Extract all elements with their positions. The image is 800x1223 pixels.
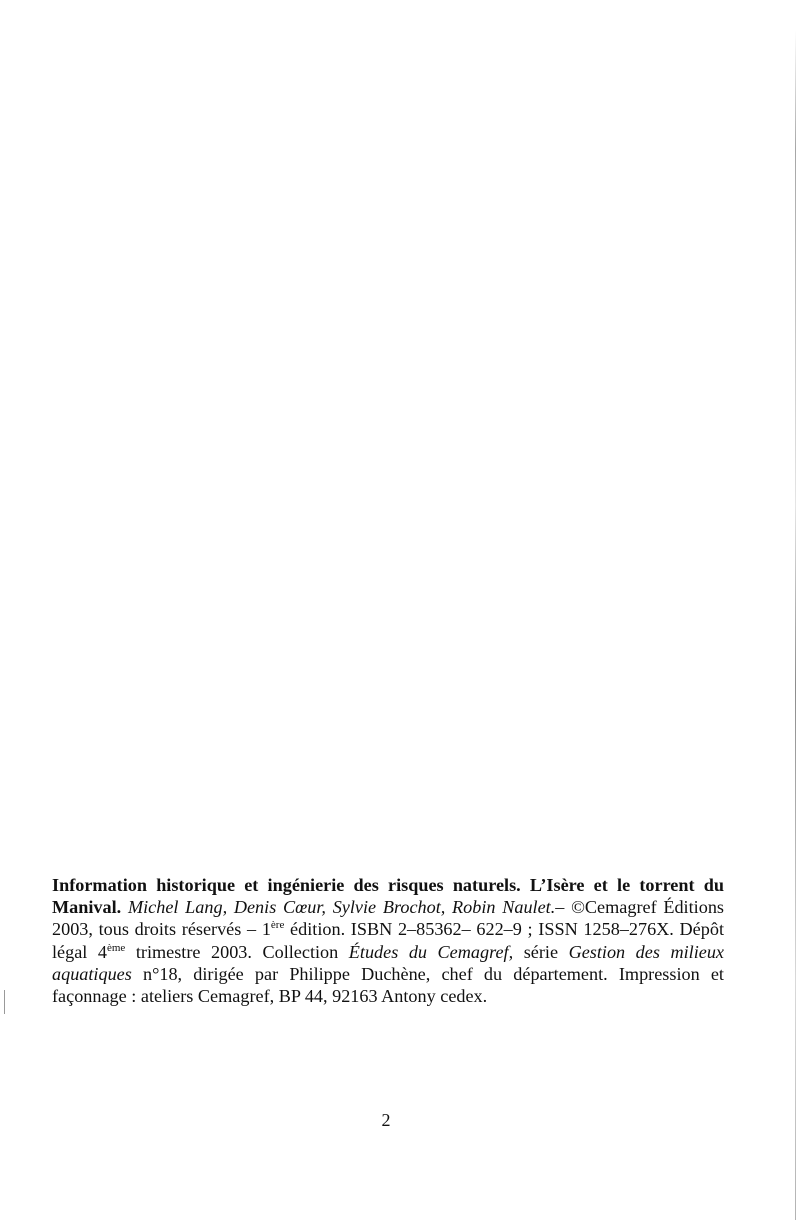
series-details: n°18, dirigée par Philippe Duchène, chef du département. Impression et façonnage : ateliers Cemagref, BP 44, 92163 Antony cedex. [52,963,724,1007]
series-name: Gestion des milieux aquatiques [52,941,724,984]
quarter-superscript: ème [106,941,126,954]
copyright-text: – ©Cemagref Éditions 2003, tous droits réservés – 1 [52,897,724,940]
collection-name: Études du Cemagref, [348,941,514,962]
collection-text: trimestre 2003. Collection [125,941,349,962]
authors: Michel Lang, Denis Cœur, Sylvie Brochot, Robin Naulet. [127,897,556,918]
page-number: 2 [381,1110,391,1130]
isbn-text: édition. ISBN 2–85362– 622–9 ; ISSN 1258–276X. Dépôt légal 4 [52,919,724,962]
colophon-paragraph [52,874,724,1007]
scan-edge-artifact [795,30,796,1220]
book-title: Information historique et ingénierie des risques naturels. L’Isère et le torrent du Manival. [52,875,724,918]
scan-mark-artifact [4,990,5,1014]
series-label: série [513,941,569,962]
edition-superscript: ère [270,919,285,932]
